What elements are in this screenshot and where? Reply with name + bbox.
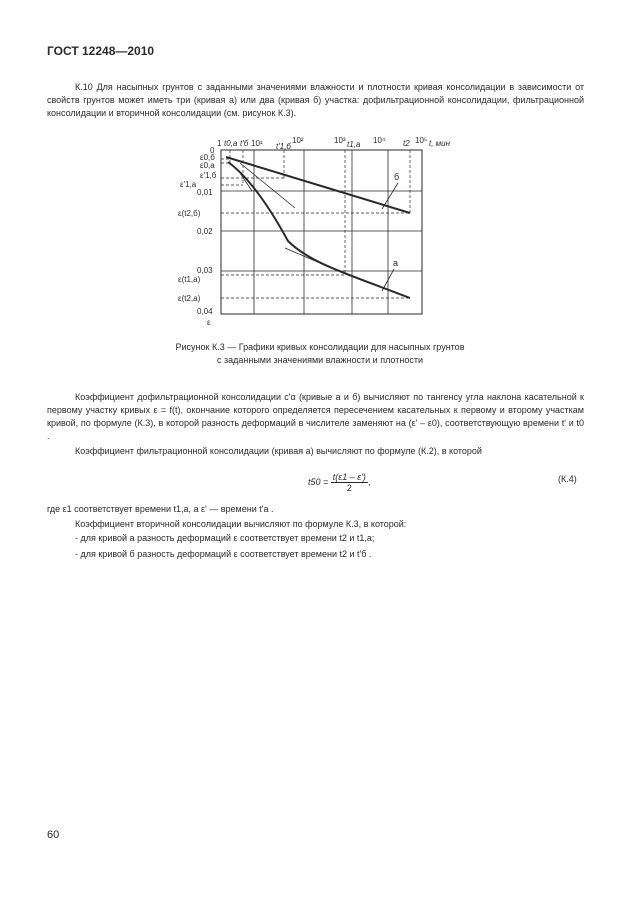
svg-text:10³: 10³: [334, 136, 346, 145]
svg-text:ε'1,а: ε'1,а: [180, 180, 197, 189]
y-axis-labels: [178, 146, 217, 327]
svg-text:ε: ε: [207, 318, 211, 327]
svg-text:10⁴: 10⁴: [373, 136, 386, 145]
svg-text:10²: 10²: [292, 136, 304, 145]
equation-denominator: 2: [346, 483, 352, 493]
curve-a: [228, 162, 410, 298]
equation-tail: ,: [367, 476, 371, 487]
curve-label-b: б: [394, 172, 400, 182]
svg-text:ε'1,б: ε'1,б: [200, 171, 217, 180]
svg-text:t0,a: t0,a: [224, 139, 238, 148]
paragraph-filtration: Коэффициент фильтрационной консолидации (кривая а) вычисляют по формуле (К.2), в которой: [75, 446, 482, 456]
svg-text:ε0,а: ε0,а: [200, 161, 215, 170]
curve-label-a: а: [393, 258, 399, 268]
svg-text:t'1,б: t'1,б: [276, 142, 291, 151]
svg-text:ε(t1,а): ε(t1,а): [178, 275, 201, 284]
svg-text:0: 0: [210, 146, 215, 155]
equation-k4: [308, 472, 370, 493]
figure-caption: [120, 341, 520, 367]
bullet-curve-b: - для кривой б разность деформаций ε соответствует времени t2 и t'б .: [75, 549, 372, 559]
caption-line-1: Рисунок К.3 — Графики кривых консолидации для насыпных грунтов: [175, 342, 465, 352]
consolidation-figure: [170, 133, 460, 330]
paragraph-k10: К.10 Для насыпных грунтов с заданными значениями влажности и плотности кривая консолидации в зависимости от свойств грунтов может иметь три (кривая а) или два (кривая б) участка: дофильтрационной консолидации, фильтрационной консолидации и вторичной консолидации (см. рисунок К.3).: [47, 82, 584, 118]
caption-line-2: с заданными значениями влажности и плотности: [217, 355, 423, 365]
svg-text:0,02: 0,02: [197, 227, 213, 236]
equation-number: (К.4): [558, 474, 577, 484]
secondary-consolidation-line: Коэффициент вторичной консолидации вычисляют по формуле К.3, в которой:: [75, 519, 407, 529]
svg-text:t2: t2: [403, 139, 410, 148]
svg-text:ε(t2,а): ε(t2,а): [178, 294, 201, 303]
equation-lhs: t50 =: [308, 476, 329, 487]
paragraph-dofiltration: Коэффициент дофильтрационной консолидации c'α (кривые а и б) вычисляют по тангенсу угла наклона касательной к первому участку кривых ε = f(t), окончание которого определяется пересечением касательных к первому и второму участкам кривой, по формуле (К.3), в которой разность деформаций в числителе заменяют на (ε' – ε0), соответствующую времени t' и t0 .: [47, 392, 584, 441]
equation-numerator: t(ε1 – ε'): [332, 472, 366, 482]
svg-text:ε0,б: ε0,б: [200, 153, 215, 162]
document-header: ГОСТ 12248—2010: [47, 44, 155, 58]
svg-text:10⁵: 10⁵: [415, 136, 428, 145]
svg-text:0,03: 0,03: [197, 266, 213, 275]
page-number: 60: [47, 829, 60, 841]
equation-fraction: [331, 472, 368, 493]
x-axis-labels: [217, 136, 451, 151]
svg-text:10¹: 10¹: [251, 139, 263, 148]
svg-text:1: 1: [217, 139, 222, 148]
bullet-curve-a: - для кривой а разность деформаций ε соответствует времени t2 и t1,a;: [75, 533, 375, 543]
svg-text:t1,a: t1,a: [347, 140, 361, 149]
svg-text:t'б: t'б: [240, 139, 249, 148]
svg-text:0,04: 0,04: [197, 307, 213, 316]
svg-text:ε(t2,б): ε(t2,б): [178, 209, 201, 218]
svg-text:t, мин: t, мин: [429, 139, 451, 148]
svg-text:0,01: 0,01: [197, 188, 213, 197]
where-line: где ε1 соответствует времени t1,a, а ε' — времени t'a .: [47, 504, 274, 514]
